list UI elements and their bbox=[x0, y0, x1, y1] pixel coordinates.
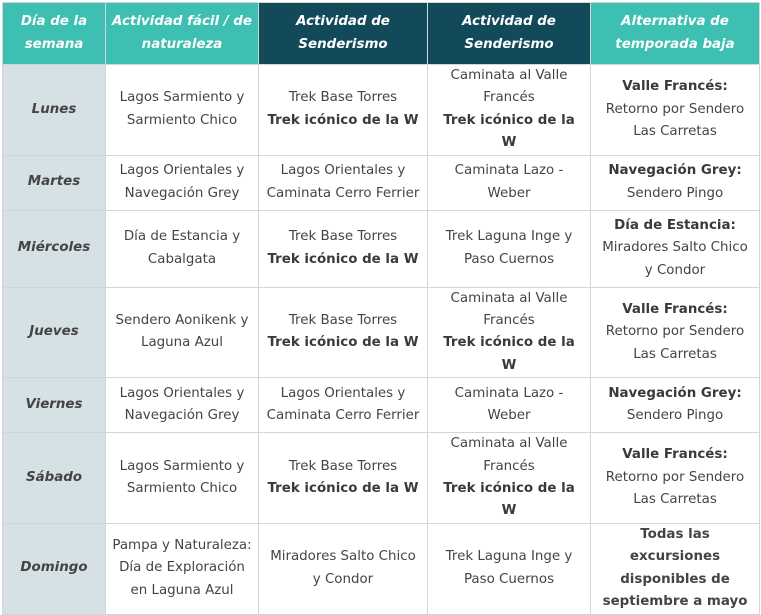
hiking-activity-1-cell: Miradores Salto Chico y Condor bbox=[259, 523, 428, 614]
easy-activity-cell: Lagos Sarmiento y Sarmiento Chico bbox=[106, 65, 259, 156]
low-season-detail: Retorno por Sendero Las Carretas bbox=[605, 101, 745, 140]
low-season-detail: Sendero Pingo bbox=[626, 408, 724, 424]
table-row bbox=[3, 65, 760, 156]
table-row bbox=[3, 433, 760, 524]
low-season-title: Navegación Grey: bbox=[608, 385, 742, 401]
hiking-activity-2-cell: Trek Laguna Inge y Paso Cuernos bbox=[428, 523, 591, 614]
activity-tag: Trek icónico de la W bbox=[267, 112, 419, 128]
day-cell: Martes bbox=[3, 155, 106, 210]
low-season-detail: Miradores Salto Chico y Condor bbox=[602, 240, 748, 278]
easy-activity-cell: Lagos Orientales y Navegación Grey bbox=[106, 378, 259, 433]
header-hiking-activity-1: Actividad de Senderismo bbox=[259, 3, 428, 65]
activity-name: Caminata al Valle Francés bbox=[450, 68, 568, 106]
table-row bbox=[3, 155, 760, 210]
low-season-title: Navegación Grey: bbox=[608, 163, 742, 179]
day-cell: Jueves bbox=[3, 287, 106, 378]
low-season-detail: Sendero Pingo bbox=[626, 185, 724, 201]
activity-tag: Trek icónico de la W bbox=[443, 112, 575, 151]
day-cell: Sábado bbox=[3, 433, 106, 524]
low-season-cell bbox=[591, 378, 760, 433]
easy-activity-cell: Día de Estancia y Cabalgata bbox=[106, 210, 259, 287]
low-season-title: Valle Francés: bbox=[622, 447, 728, 463]
activity-tag: Trek icónico de la W bbox=[443, 481, 575, 519]
header-easy-activity: Actividad fácil / de naturaleza bbox=[106, 3, 259, 65]
hiking-activity-1-cell bbox=[259, 433, 428, 524]
activity-name: Caminata al Valle Francés bbox=[450, 436, 568, 474]
activity-name: Trek Base Torres bbox=[288, 229, 398, 245]
table-header-row bbox=[3, 3, 760, 65]
easy-activity-cell: Lagos Sarmiento y Sarmiento Chico bbox=[106, 433, 259, 524]
low-season-cell: Todas las excursiones disponibles de septiembre a mayo bbox=[591, 523, 760, 614]
hiking-activity-2-cell: Trek Laguna Inge y Paso Cuernos bbox=[428, 210, 591, 287]
activity-tag: Trek icónico de la W bbox=[267, 481, 419, 497]
low-season-cell bbox=[591, 210, 760, 287]
hiking-activity-1-cell bbox=[259, 65, 428, 156]
hiking-activity-2-cell: Caminata Lazo - Weber bbox=[428, 155, 591, 210]
easy-activity-cell: Pampa y Naturaleza: Día de Exploración en Laguna Azul bbox=[106, 523, 259, 614]
header-hiking-activity-2: Actividad de Senderismo bbox=[428, 3, 591, 65]
low-season-title: Valle Francés: bbox=[622, 79, 728, 95]
low-season-title: Día de Estancia: bbox=[614, 218, 736, 234]
hiking-activity-1-cell bbox=[259, 287, 428, 378]
activity-name: Trek Base Torres bbox=[288, 90, 398, 106]
hiking-activity-2-cell bbox=[428, 287, 591, 378]
low-season-cell bbox=[591, 433, 760, 524]
table-row bbox=[3, 287, 760, 378]
activity-tag: Trek icónico de la W bbox=[267, 335, 419, 351]
hiking-activity-2-cell bbox=[428, 433, 591, 524]
low-season-cell bbox=[591, 287, 760, 378]
header-low-season-alternative: Alternativa de temporada baja bbox=[591, 3, 760, 65]
easy-activity-cell: Sendero Aonikenk y Laguna Azul bbox=[106, 287, 259, 378]
low-season-cell bbox=[591, 155, 760, 210]
low-season-detail: Retorno por Sendero Las Carretas bbox=[605, 469, 745, 508]
activity-name: Caminata al Valle Francés bbox=[450, 290, 568, 329]
weekly-itinerary-table bbox=[2, 2, 760, 615]
easy-activity-cell: Lagos Orientales y Navegación Grey bbox=[106, 155, 259, 210]
activity-tag: Trek icónico de la W bbox=[443, 335, 575, 373]
day-cell: Lunes bbox=[3, 65, 106, 156]
activity-tag: Trek icónico de la W bbox=[267, 251, 419, 267]
low-season-cell bbox=[591, 65, 760, 156]
hiking-activity-1-cell: Lagos Orientales y Caminata Cerro Ferrier bbox=[259, 378, 428, 433]
table-row bbox=[3, 523, 760, 614]
hiking-activity-1-cell: Lagos Orientales y Caminata Cerro Ferrier bbox=[259, 155, 428, 210]
activity-name: Trek Base Torres bbox=[288, 458, 398, 474]
low-season-detail: Retorno por Sendero Las Carretas bbox=[605, 324, 745, 362]
hiking-activity-2-cell: Caminata Lazo - Weber bbox=[428, 378, 591, 433]
hiking-activity-1-cell bbox=[259, 210, 428, 287]
day-cell: Viernes bbox=[3, 378, 106, 433]
table-row bbox=[3, 378, 760, 433]
header-day-of-week: Día de la semana bbox=[3, 3, 106, 65]
hiking-activity-2-cell bbox=[428, 65, 591, 156]
day-cell: Miércoles bbox=[3, 210, 106, 287]
activity-name: Trek Base Torres bbox=[288, 313, 398, 329]
day-cell: Domingo bbox=[3, 523, 106, 614]
low-season-title: Valle Francés: bbox=[622, 301, 728, 317]
table-row bbox=[3, 210, 760, 287]
